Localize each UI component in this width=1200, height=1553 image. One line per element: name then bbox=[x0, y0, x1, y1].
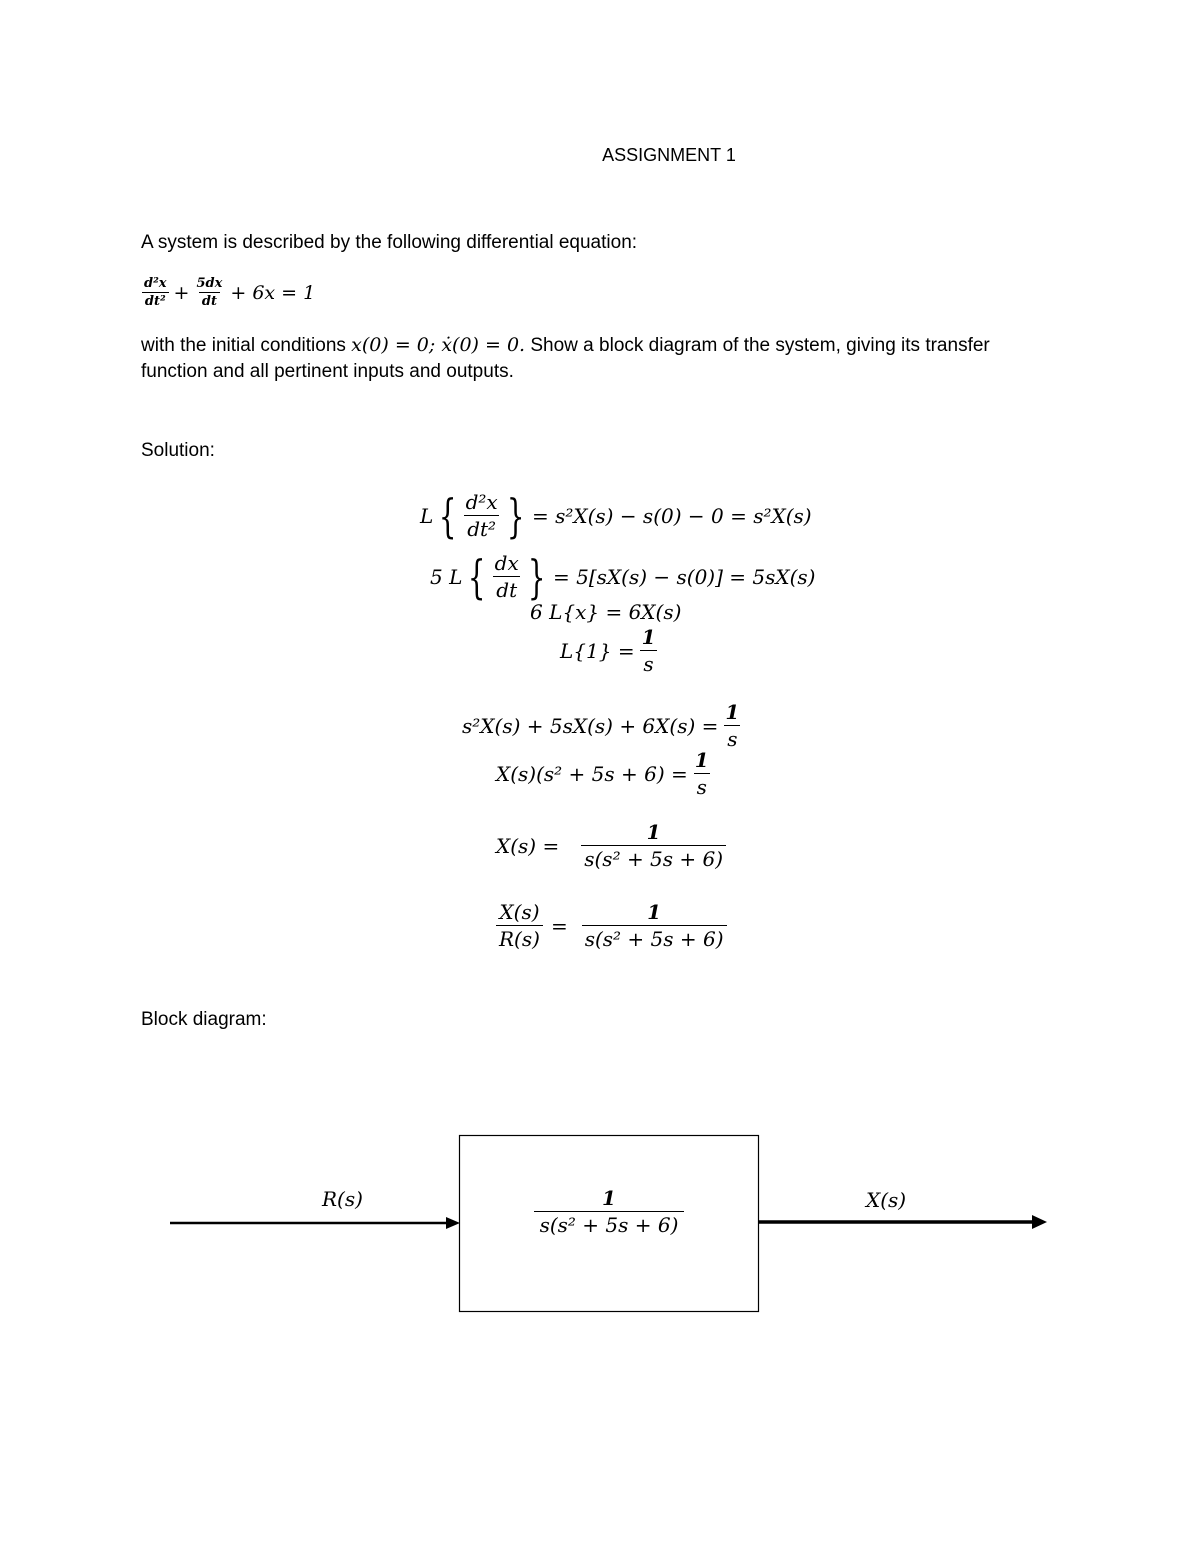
solution-label: Solution: bbox=[141, 440, 215, 461]
initial-conditions: with the initial conditions x(0) = 0; ẋ(0) = 0. Show a block diagram of the system, giving its transfer bbox=[141, 334, 990, 356]
differential-equation: $\frac{\text{d²x}}{\text{dt²}}$ + $\frac{5dx}{dt}$ + 6x = 1 bbox=[141, 276, 315, 309]
conditions-line-2: function and all pertinent inputs and outputs. bbox=[141, 361, 514, 382]
x-of-s-solution: X(s) = $\frac{1}{\text{s(s² + 5s + 6)}}$ bbox=[496, 820, 726, 871]
output-signal-label: X(s) bbox=[866, 1188, 907, 1212]
laplace-x: 6 L{x} = 6X(s) bbox=[530, 600, 682, 624]
laplace-second-derivative: L { $\frac{\text{d²x}}{\text{dt²}}$ } = s²X(s) − s(0) − 0 = s²X(s) bbox=[420, 488, 812, 543]
input-arrowhead bbox=[446, 1217, 460, 1229]
block-transfer-function: $\frac{1}{\text{s(s² + 5s + 6)}}$ bbox=[460, 1186, 758, 1237]
block-diagram-label: Block diagram: bbox=[141, 1009, 267, 1030]
laplace-constant: L{1} = $\frac{1}{s}$ bbox=[560, 625, 656, 676]
transformed-equation: s²X(s) + 5sX(s) + 6X(s) = $\frac{1}{s}$ bbox=[462, 700, 740, 751]
laplace-first-derivative: 5 L { $\frac{dx}{dt}$ } = 5[sX(s) − s(0)] = 5sX(s) bbox=[430, 549, 816, 604]
factored-equation: X(s)(s² + 5s + 6) = $\frac{1}{s}$ bbox=[496, 748, 709, 799]
page-title: ASSIGNMENT 1 bbox=[602, 145, 736, 165]
output-arrowhead bbox=[1032, 1215, 1047, 1229]
input-signal-label: R(s) bbox=[322, 1187, 363, 1211]
intro-text: A system is described by the following differential equation: bbox=[141, 232, 638, 253]
transfer-function: $\frac{X(s)}{R(s)}$ = $\frac{1}{\text{s(s² + 5s + 6)}}$ bbox=[496, 900, 727, 951]
